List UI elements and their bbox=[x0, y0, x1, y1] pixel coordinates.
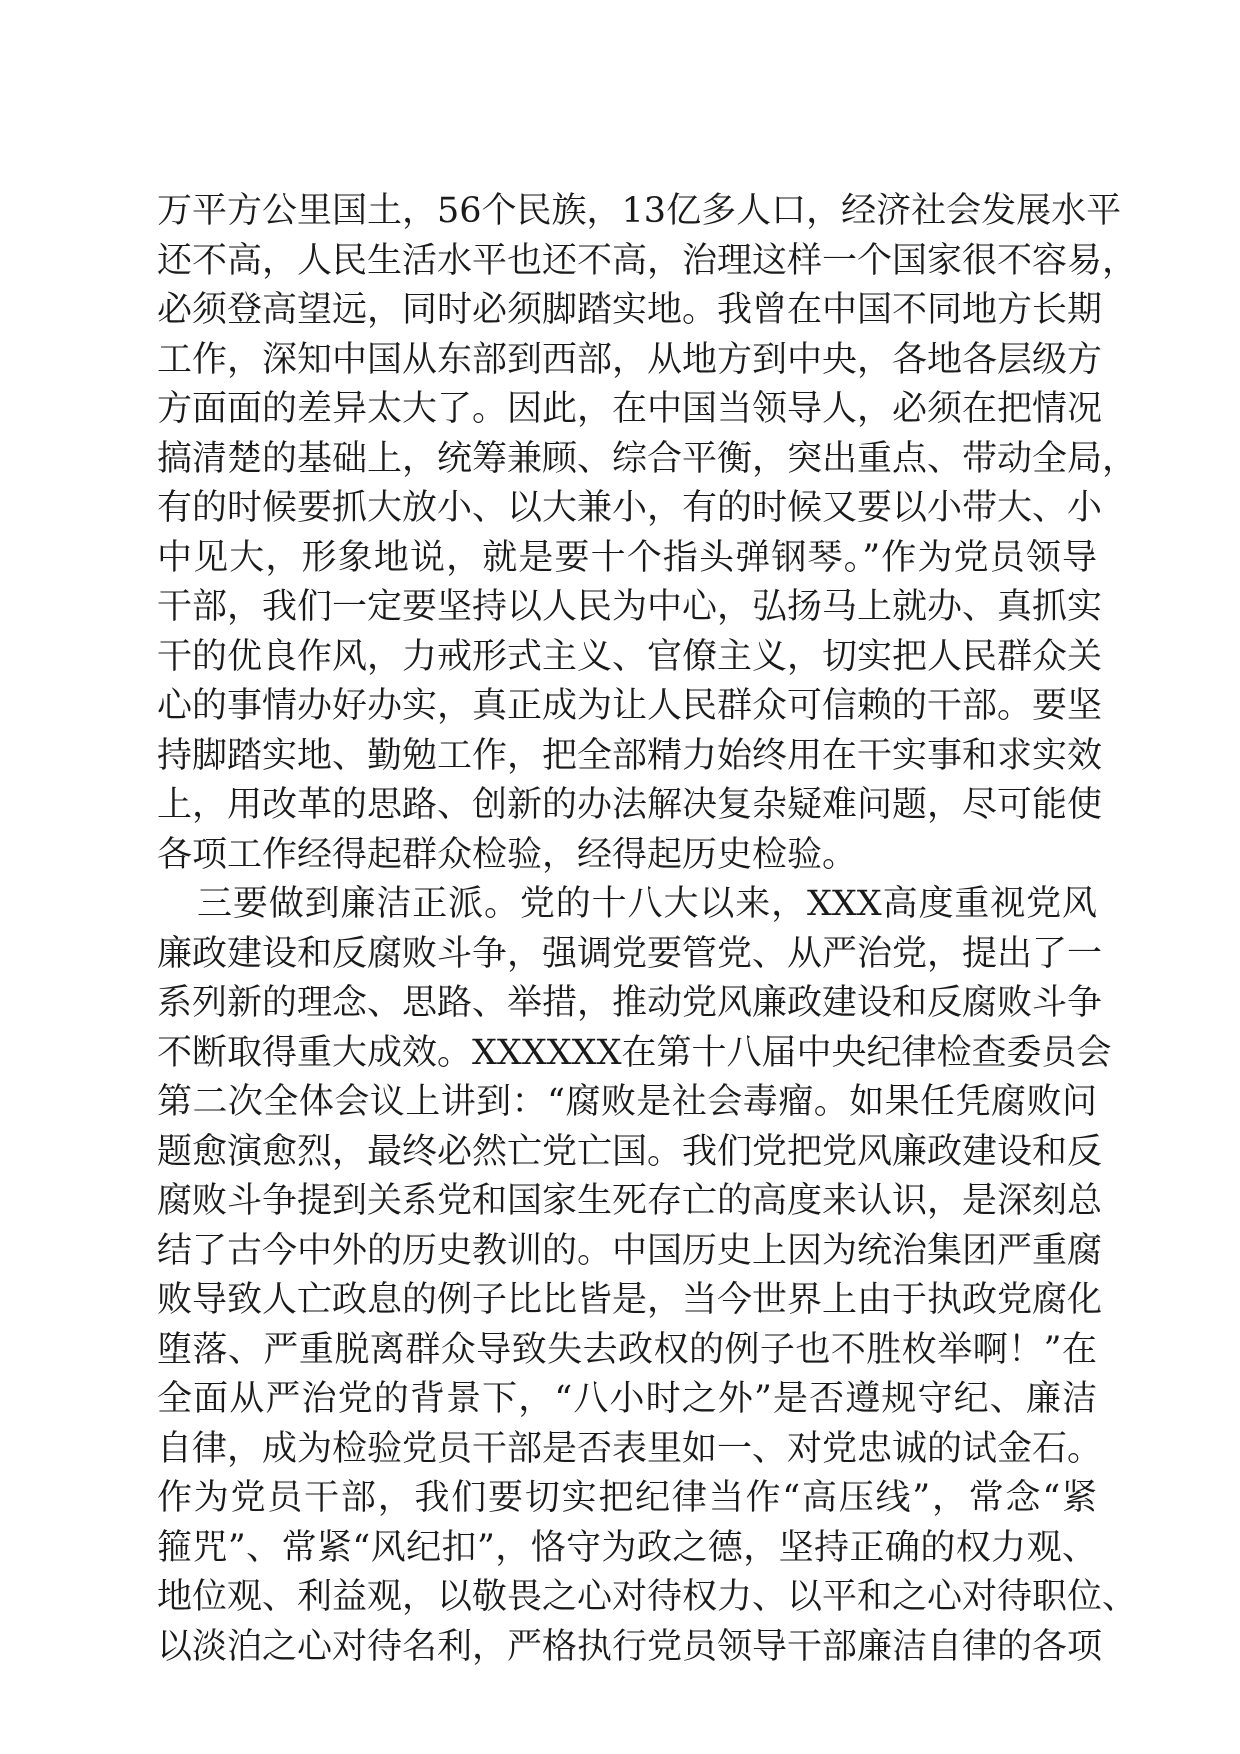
text-line: 各项工作经得起群众检验，经得起历史检验。 bbox=[157, 834, 858, 875]
paragraph-integrity bbox=[157, 880, 1138, 1672]
text-line: 干的优良作风，力戒形式主义、官僚主义，切实把人民群众关 bbox=[157, 636, 1103, 677]
text-line: 自律，成为检验党员干部是否表里如一、对党忠诚的试金石。 bbox=[157, 1428, 1103, 1469]
text-line: 三要做到廉洁正派。党的十八大以来，XXX高度重视党风 bbox=[197, 884, 1097, 924]
text-line: 有的时候要抓大放小、以大兼小，有的时候又要以小带大、小 bbox=[157, 488, 1103, 528]
text-line: 全面从严治党的背景下，“八小时之外”是否遵规守纪、廉洁 bbox=[157, 1379, 1097, 1419]
text-line: 干部，我们一定要坚持以人民为中心，弘扬马上就办、真抓实 bbox=[157, 587, 1103, 627]
text-line: 以淡泊之心对待名利，严格执行党员领导干部廉洁自律的各项 bbox=[157, 1626, 1103, 1667]
text-line: 万平方公里国土，56个民族，13亿多人口，经济社会发展水平 bbox=[157, 191, 1122, 231]
text-line: 堕落、严重脱离群众导致失去政权的例子也不胜枚举啊！”在 bbox=[157, 1329, 1097, 1370]
text-line: 必须登高望远，同时必须脚踏实地。我曾在中国不同地方长期 bbox=[157, 290, 1103, 330]
text-line: 方面面的差异太大了。因此，在中国当领导人，必须在把情况 bbox=[157, 389, 1103, 429]
text-line: 题愈演愈烈，最终必然亡党亡国。我们党把党风廉政建设和反 bbox=[157, 1131, 1103, 1172]
text-line: 结了古今中外的历史教训的。中国历史上因为统治集团严重腐 bbox=[157, 1230, 1103, 1271]
text-line: 败导致人亡政息的例子比比皆是，当今世界上由于执政党腐化 bbox=[157, 1280, 1103, 1320]
text-line: 作为党员干部，我们要切实把纪律当作“高压线”，常念“紧 bbox=[157, 1478, 1097, 1518]
text-line: 箍咒”、常紧“风纪扣”，恪守为政之德，坚持正确的权力观、 bbox=[157, 1527, 1097, 1568]
text-line: 地位观、利益观，以敬畏之心对待权力、以平和之心对待职位、 bbox=[157, 1577, 1138, 1617]
text-line: 持脚踏实地、勤勉工作，把全部精力始终用在干实事和求实效 bbox=[157, 735, 1103, 776]
text-line: 腐败斗争提到关系党和国家生死存亡的高度来认识，是深刻总 bbox=[157, 1181, 1103, 1221]
text-line: 廉政建设和反腐败斗争，强调党要管党、从严治党，提出了一 bbox=[157, 933, 1103, 974]
text-line: 心的事情办好办实，真正成为让人民群众可信赖的干部。要坚 bbox=[157, 686, 1103, 726]
document-body bbox=[157, 187, 1138, 1672]
text-line: 搞清楚的基础上，统筹兼顾、综合平衡，突出重点、带动全局， bbox=[157, 438, 1138, 479]
text-line: 工作，深知中国从东部到西部，从地方到中央，各地各层级方 bbox=[157, 339, 1103, 380]
text-line: 第二次全体会议上讲到：“腐败是社会毒瘤。如果任凭腐败问 bbox=[157, 1082, 1097, 1122]
text-line: 不断取得重大成效。XXXXXX在第十八届中央纪律检查委员会 bbox=[157, 1032, 1112, 1073]
paragraph-continued bbox=[157, 187, 1138, 880]
text-line: 上，用改革的思路、创新的办法解决复杂疑难问题，尽可能使 bbox=[157, 785, 1103, 825]
text-line: 中见大，形象地说，就是要十个指头弹钢琴。”作为党员领导 bbox=[157, 537, 1097, 578]
text-line: 系列新的理念、思路、举措，推动党风廉政建设和反腐败斗争 bbox=[157, 983, 1103, 1023]
text-line: 还不高，人民生活水平也还不高，治理这样一个国家很不容易， bbox=[157, 240, 1138, 281]
